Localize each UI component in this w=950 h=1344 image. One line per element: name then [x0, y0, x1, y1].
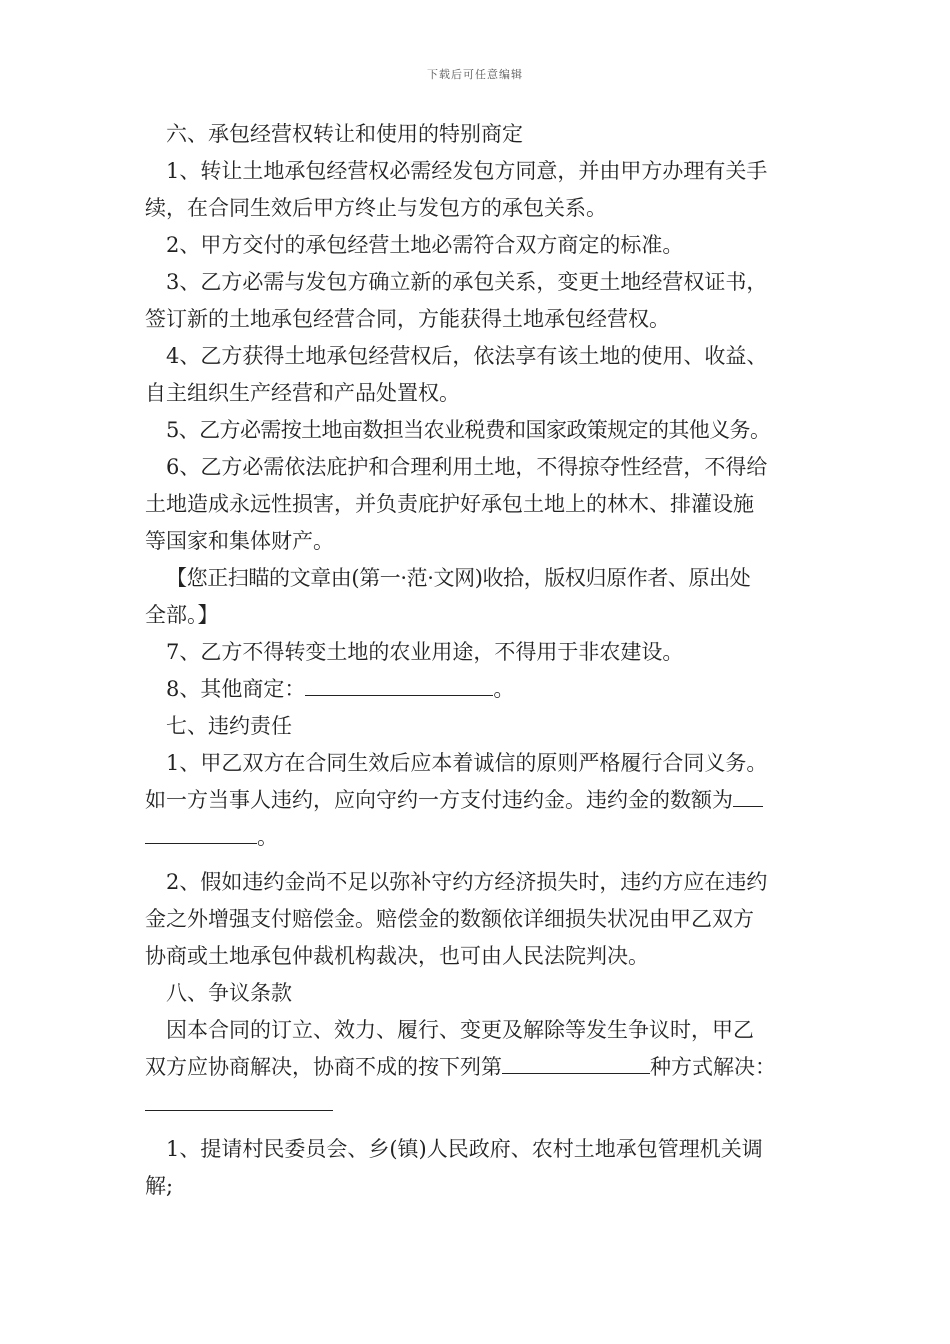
- dispute-line-1: 因本合同的订立、效力、履行、变更及解除等发生争议时，甲乙: [166, 1018, 754, 1042]
- document-body: [145, 116, 815, 1205]
- clause-6-1-line-1: 1、转让土地承包经营权必需经发包方同意，并由甲方办理有关手: [166, 159, 768, 183]
- clause-6-3-line-2: 签订新的土地承包经营合同，方能获得土地承包经营权。: [145, 307, 670, 331]
- clause-6-2: 2、甲方交付的承包经营土地必需符合双方商定的标准。: [166, 233, 684, 257]
- dispute-line-3: [145, 1086, 815, 1123]
- clause-7-1-end: 。: [257, 825, 278, 849]
- penalty-amount-blank-1[interactable]: [733, 784, 763, 807]
- notice-line-2: 全部。】: [145, 603, 219, 627]
- clause-7-1-line-1: 1、甲乙双方在合同生效后应本着诚信的原则严格履行合同义务。: [166, 751, 768, 775]
- section-8-title: 八、争议条款: [166, 981, 292, 1005]
- clause-7-1-line-2-text: 如一方当事人违约，应向守约一方支付违约金。违约金的数额为: [145, 788, 733, 812]
- clause-6-4-line-2: 自主组织生产经营和产品处置权。: [145, 381, 460, 405]
- clause-6-8: [145, 671, 815, 708]
- clause-6-4-line-1: 4、乙方获得土地承包经营权后，依法享有该土地的使用、收益、: [166, 344, 768, 368]
- clause-6-3-line-1: 3、乙方必需与发包方确立新的承包关系，变更土地经营权证书，: [166, 270, 768, 294]
- clause-7-1-line-2: [145, 782, 815, 819]
- page-header: 下载后可任意编辑: [427, 68, 523, 81]
- dispute-line-2-end: 种方式解决：: [650, 1055, 776, 1079]
- clause-6-6-line-1: 6、乙方必需依法庇护和合理利用土地，不得掠夺性经营，不得给: [166, 455, 768, 479]
- clause-6-8-blank[interactable]: [305, 673, 493, 696]
- clause-6-6-line-3: 等国家和集体财产。: [145, 529, 334, 553]
- section-6-title: 六、承包经营权转让和使用的特别商定: [166, 122, 523, 146]
- clause-6-7: 7、乙方不得转变土地的农业用途，不得用于非农建设。: [166, 640, 684, 664]
- clause-6-1-line-2: 续，在合同生效后甲方终止与发包方的承包关系。: [145, 196, 607, 220]
- clause-7-2-line-2: 金之外增强支付赔偿金。赔偿金的数额依详细损失状况由甲乙双方: [145, 907, 754, 931]
- clause-6-8-label: 8、其他商定：: [166, 677, 306, 701]
- dispute-method-blank[interactable]: [502, 1051, 650, 1074]
- dispute-line-2-text: 双方应协商解决，协商不成的按下列第: [145, 1055, 502, 1079]
- dispute-line-2: [145, 1049, 815, 1086]
- clause-7-1-line-3: [145, 819, 815, 856]
- clause-6-5: 5、乙方必需按土地亩数担当农业税费和国家政策规定的其他义务。: [166, 418, 771, 442]
- clause-7-2-line-1: 2、假如违约金尚不足以弥补守约方经济损失时，违约方应在违约: [166, 870, 768, 894]
- clause-7-2-line-3: 协商或土地承包仲裁机构裁决，也可由人民法院判决。: [145, 944, 649, 968]
- penalty-amount-blank-2[interactable]: [145, 821, 257, 844]
- clause-6-6-line-2: 土地造成永远性损害，并负责庇护好承包土地上的林木、排灌设施: [145, 492, 754, 516]
- clause-6-8-end: 。: [493, 677, 515, 701]
- section-7-title: 七、违约责任: [166, 714, 292, 738]
- clause-8-1-line-1: 1、提请村民委员会、乡(镇)人民政府、农村土地承包管理机关调: [166, 1137, 763, 1161]
- dispute-extra-blank[interactable]: [145, 1088, 333, 1111]
- clause-8-1-line-2: 解;: [145, 1174, 174, 1198]
- notice-line-1: 【您正扫瞄的文章由(第一·范·文网)收拾，版权归原作者、原出处: [166, 566, 751, 590]
